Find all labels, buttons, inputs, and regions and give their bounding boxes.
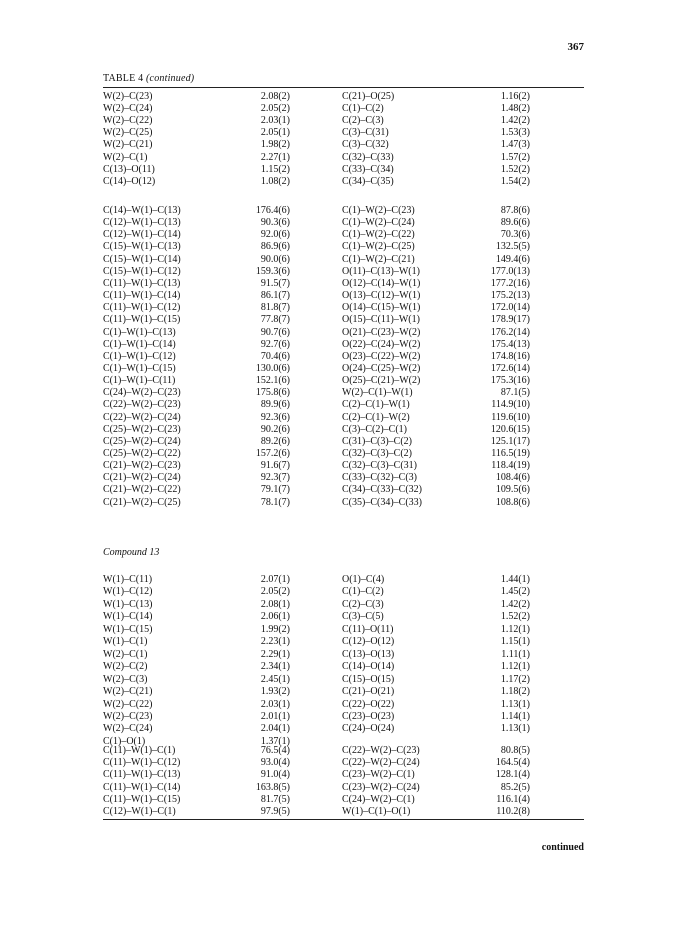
bond-value: 90.0(6) xyxy=(260,253,290,265)
bond-value: 89.9(6) xyxy=(260,399,290,411)
bond-value-right: 172.6(14) xyxy=(490,362,530,374)
bond-label-right: C(1)–W(2)–C(23) xyxy=(342,205,415,216)
bond-label: W(1)–C(12) xyxy=(103,586,153,598)
bond-label-right: C(35)–C(34)–C(33) xyxy=(342,496,422,508)
bond-label: C(12)–W(1)–C(13) xyxy=(103,217,181,229)
bond-value-right: 89.6(6) xyxy=(500,217,530,229)
bond-value-right: 1.11(1) xyxy=(501,648,530,660)
bond-value: 76.5(4) xyxy=(260,745,290,756)
table-row xyxy=(0,484,680,496)
bond-value-right: 1.44(1) xyxy=(500,574,530,585)
bond-label-right: C(2)–C(1)–W(1) xyxy=(342,399,410,411)
bond-value-right: 87.1(5) xyxy=(500,387,530,399)
table-row xyxy=(0,611,680,623)
bond-value-right: 1.18(2) xyxy=(500,686,530,698)
table-row xyxy=(0,176,680,188)
bond-value: 1.99(2) xyxy=(260,623,290,635)
bond-value: 2.01(1) xyxy=(260,710,290,722)
bond-label-right: O(24)–C(25)–W(2) xyxy=(342,362,421,374)
table-row xyxy=(0,314,680,326)
bond-value: 2.04(1) xyxy=(260,723,290,735)
table-row xyxy=(0,436,680,448)
bond-label-right: O(12)–C(14)–W(1) xyxy=(342,277,421,289)
bond-label-right: C(22)–W(2)–C(24) xyxy=(342,757,420,769)
bond-label: W(1)–C(1) xyxy=(103,636,148,648)
table-row xyxy=(0,794,680,806)
table-row xyxy=(0,448,680,460)
bond-label-right: C(22)–W(2)–C(23) xyxy=(342,745,420,756)
bond-label-right: C(2)–C(1)–W(2) xyxy=(342,411,410,423)
bond-label-right: C(32)–C(3)–C(31) xyxy=(342,460,417,472)
bond-value: 157.2(6) xyxy=(255,448,290,459)
table-row xyxy=(0,205,680,217)
bond-label-right: C(3)–C(5) xyxy=(342,611,384,623)
bond-label: W(2)–C(1) xyxy=(103,151,148,163)
table-row xyxy=(0,472,680,484)
bond-value: 91.5(7) xyxy=(260,277,290,289)
bond-label: C(14)–O(12) xyxy=(103,175,156,187)
bond-value: 2.06(1) xyxy=(260,611,290,623)
table-row xyxy=(0,649,680,661)
bond-value-right: 1.52(2) xyxy=(500,163,530,175)
bond-label-right: C(1)–W(2)–C(24) xyxy=(342,217,415,229)
bond-label: C(11)–W(1)–C(13) xyxy=(103,277,181,289)
bond-value-right: 1.48(2) xyxy=(500,103,530,115)
bond-value-right: 1.53(3) xyxy=(500,127,530,139)
bond-value: 2.27(1) xyxy=(260,151,290,163)
table-row xyxy=(0,723,680,735)
bond-label: W(2)–C(1) xyxy=(103,648,148,660)
bond-label-right: C(23)–O(23) xyxy=(342,710,395,722)
bond-value-right: 132.5(5) xyxy=(495,241,530,253)
table-caption xyxy=(103,73,194,84)
bond-label: C(1)–W(1)–C(14) xyxy=(103,338,176,350)
bond-label: W(1)–C(14) xyxy=(103,611,153,623)
bond-label: C(1)–W(1)–C(11) xyxy=(103,375,176,387)
bond-label: C(25)–W(2)–C(22) xyxy=(103,448,181,459)
bond-label-right: C(34)–C(35) xyxy=(342,175,394,187)
bond-value-right: 108.8(6) xyxy=(495,496,530,508)
bond-value-right: 114.9(10) xyxy=(491,399,530,411)
bond-value-right: 70.3(6) xyxy=(500,229,530,241)
bond-label-right: C(33)–C(34) xyxy=(342,163,394,175)
bond-label: C(11)–W(1)–C(15) xyxy=(103,314,181,326)
bond-value: 92.3(6) xyxy=(260,411,290,423)
bond-value: 90.3(6) xyxy=(260,217,290,229)
bond-value: 92.3(7) xyxy=(260,472,290,484)
bond-label-right: W(1)–C(1)–O(1) xyxy=(342,806,411,817)
bond-value-right: 164.5(4) xyxy=(495,757,530,769)
bond-label: C(12)–W(1)–C(1) xyxy=(103,806,176,817)
bond-label: C(25)–W(2)–C(24) xyxy=(103,435,181,447)
bond-label-right: C(3)–C(2)–C(1) xyxy=(342,423,407,435)
bond-value: 175.8(6) xyxy=(255,387,290,399)
bond-value: 92.0(6) xyxy=(260,229,290,241)
bond-value: 2.05(2) xyxy=(260,586,290,598)
bond-label-right: C(1)–C(2) xyxy=(342,586,384,598)
table-bottom-rule xyxy=(103,819,584,820)
bond-label: C(1)–W(1)–C(15) xyxy=(103,362,176,374)
table-row xyxy=(0,339,680,351)
bond-label: C(21)–W(2)–C(23) xyxy=(103,460,181,472)
bond-label-right: C(14)–O(14) xyxy=(342,661,395,673)
bond-label-right: C(23)–W(2)–C(1) xyxy=(342,769,415,781)
bond-value-right: 125.1(17) xyxy=(490,435,530,447)
bond-label-right: C(33)–C(32)–C(3) xyxy=(342,472,417,484)
bond-label-right: O(14)–C(15)–W(1) xyxy=(342,302,421,314)
bond-value: 2.03(1) xyxy=(260,698,290,710)
bond-label: C(15)–W(1)–C(14) xyxy=(103,253,181,265)
bond-label: C(11)–W(1)–C(13) xyxy=(103,769,181,781)
bond-value: 163.8(5) xyxy=(255,781,290,793)
bond-value-right: 85.2(5) xyxy=(500,781,530,793)
bond-label: C(14)–W(1)–C(13) xyxy=(103,205,181,216)
bond-value-right: 175.2(13) xyxy=(490,290,530,302)
bond-value-right: 1.45(2) xyxy=(500,586,530,598)
table-row xyxy=(0,290,680,302)
bond-label-right: C(3)–C(32) xyxy=(342,139,389,151)
bond-label: W(2)–C(22) xyxy=(103,698,153,710)
bond-label-right: C(13)–O(13) xyxy=(342,648,395,660)
bond-value: 90.2(6) xyxy=(260,423,290,435)
bond-value: 93.0(4) xyxy=(260,757,290,769)
bond-label-right: C(11)–O(11) xyxy=(342,623,394,635)
bond-label: C(11)–W(1)–C(15) xyxy=(103,793,181,805)
bond-value-right: 1.13(1) xyxy=(500,723,530,735)
bond-label-right: O(1)–C(4) xyxy=(342,574,385,585)
table-row xyxy=(0,351,680,363)
bond-label-right: C(2)–C(3) xyxy=(342,598,384,610)
bond-value: 152.1(6) xyxy=(255,375,290,387)
bond-label-right: C(32)–C(3)–C(2) xyxy=(342,448,412,459)
bond-label-right: C(23)–W(2)–C(24) xyxy=(342,781,420,793)
bond-value: 1.37(1) xyxy=(260,735,290,747)
table-row xyxy=(0,229,680,241)
bond-label-right: C(1)–W(2)–C(22) xyxy=(342,229,415,241)
bond-value: 86.1(7) xyxy=(260,290,290,302)
bond-value: 2.34(1) xyxy=(260,661,290,673)
bond-value: 2.08(1) xyxy=(260,598,290,610)
table-row xyxy=(0,586,680,598)
bond-value: 91.6(7) xyxy=(260,460,290,472)
bond-label: C(25)–W(2)–C(23) xyxy=(103,423,181,435)
bond-label: W(2)–C(24) xyxy=(103,103,153,115)
table-row xyxy=(0,266,680,278)
bond-label-right: C(1)–C(2) xyxy=(342,103,384,115)
bond-value: 2.07(1) xyxy=(260,574,290,585)
table-row xyxy=(0,806,680,818)
bond-label-right: C(24)–W(2)–C(1) xyxy=(342,793,415,805)
bond-value-right: 1.57(2) xyxy=(500,151,530,163)
table-row xyxy=(0,241,680,253)
bond-value-right: 118.4(19) xyxy=(491,460,530,472)
bond-label-right: C(32)–C(33) xyxy=(342,151,394,163)
bond-label: W(2)–C(23) xyxy=(103,710,153,722)
bond-label: W(2)–C(3) xyxy=(103,673,148,685)
bond-value-right: 1.14(1) xyxy=(500,710,530,722)
table-row xyxy=(0,278,680,290)
table-row xyxy=(0,127,680,139)
bond-value-right: 110.2(8) xyxy=(496,806,530,817)
bond-value-right: 1.47(3) xyxy=(500,139,530,151)
bond-value-right: 87.8(6) xyxy=(500,205,530,216)
bond-label-right: C(12)–O(12) xyxy=(342,636,395,648)
bond-label: W(2)–C(2) xyxy=(103,661,148,673)
bond-label-right: O(23)–C(22)–W(2) xyxy=(342,350,421,362)
bond-value-right: 176.2(14) xyxy=(490,326,530,338)
bond-value: 78.1(7) xyxy=(260,496,290,508)
table-row xyxy=(0,363,680,375)
table-row xyxy=(0,387,680,399)
bond-value: 2.03(1) xyxy=(260,115,290,127)
bond-value-right: 116.1(4) xyxy=(496,793,530,805)
bond-label-right: O(25)–C(21)–W(2) xyxy=(342,375,421,387)
bond-value: 1.98(2) xyxy=(260,139,290,151)
table-row xyxy=(0,399,680,411)
table-row xyxy=(0,152,680,164)
bond-value-right: 175.3(16) xyxy=(490,375,530,387)
table-row xyxy=(0,460,680,472)
table-row xyxy=(0,217,680,229)
table-row xyxy=(0,745,680,757)
bond-value: 81.7(5) xyxy=(260,793,290,805)
bond-value-right: 116.5(19) xyxy=(491,448,530,459)
section-label-compound: Compound 13 xyxy=(103,547,160,558)
table-row xyxy=(0,769,680,781)
bond-value: 92.7(6) xyxy=(260,338,290,350)
bond-value-right: 175.4(13) xyxy=(490,338,530,350)
table-caption-label: TABLE 4 xyxy=(103,73,144,84)
bond-value-right: 1.17(2) xyxy=(500,673,530,685)
bond-label-right: C(3)–C(31) xyxy=(342,127,389,139)
bond-value: 2.05(1) xyxy=(260,127,290,139)
bond-label: W(2)–C(21) xyxy=(103,686,153,698)
table-row xyxy=(0,497,680,509)
bond-value-right: 1.52(2) xyxy=(500,611,530,623)
table-row xyxy=(0,686,680,698)
bond-value: 2.05(2) xyxy=(260,103,290,115)
bond-label: C(15)–W(1)–C(13) xyxy=(103,241,181,253)
bond-label: C(21)–W(2)–C(24) xyxy=(103,472,181,484)
bond-value: 2.23(1) xyxy=(260,636,290,648)
bond-label-right: O(22)–C(24)–W(2) xyxy=(342,338,421,350)
bond-label-right: C(15)–O(15) xyxy=(342,673,395,685)
bond-label-right: C(1)–W(2)–C(21) xyxy=(342,253,415,265)
bond-label: C(12)–W(1)–C(14) xyxy=(103,229,181,241)
bond-value: 159.3(6) xyxy=(255,265,290,277)
bond-label-right: O(11)–C(13)–W(1) xyxy=(342,265,420,277)
bond-value: 90.7(6) xyxy=(260,326,290,338)
bond-label: C(24)–W(2)–C(23) xyxy=(103,387,181,399)
bond-value-right: 1.54(2) xyxy=(500,175,530,187)
bond-label: C(11)–W(1)–C(12) xyxy=(103,757,181,769)
page-number: 367 xyxy=(567,41,584,53)
bond-value: 97.9(5) xyxy=(260,806,290,817)
table-row xyxy=(0,424,680,436)
table-row xyxy=(0,757,680,769)
bond-value: 1.15(2) xyxy=(260,163,290,175)
bond-value: 2.45(1) xyxy=(260,673,290,685)
table-row xyxy=(0,302,680,314)
bond-label: W(1)–C(11) xyxy=(103,574,153,585)
bond-label: C(1)–O(1) xyxy=(103,735,146,747)
bond-label: W(2)–C(24) xyxy=(103,723,153,735)
bond-label: C(21)–W(2)–C(22) xyxy=(103,484,181,496)
bond-value-right: 109.5(6) xyxy=(495,484,530,496)
bond-value: 81.8(7) xyxy=(260,302,290,314)
bond-value-right: 120.6(15) xyxy=(490,423,530,435)
bond-label: W(1)–C(13) xyxy=(103,598,153,610)
table-row xyxy=(0,636,680,648)
bond-label: C(11)–W(1)–C(14) xyxy=(103,290,181,302)
table-row xyxy=(0,139,680,151)
continued-label: continued xyxy=(541,842,584,853)
bond-label: C(22)–W(2)–C(23) xyxy=(103,399,181,411)
table-row xyxy=(0,699,680,711)
bond-value-right: 177.0(13) xyxy=(490,265,530,277)
bond-value-right: 1.15(1) xyxy=(500,636,530,648)
bond-value-right: 174.8(16) xyxy=(490,350,530,362)
bond-value-right: 1.13(1) xyxy=(500,698,530,710)
bond-value-right: 80.8(5) xyxy=(500,745,530,756)
table-row xyxy=(0,91,680,103)
bond-label-right: O(13)–C(12)–W(1) xyxy=(342,290,421,302)
bond-label: C(11)–W(1)–C(14) xyxy=(103,781,181,793)
table-row xyxy=(0,103,680,115)
bond-value-right: 128.1(4) xyxy=(495,769,530,781)
bond-value: 70.4(6) xyxy=(260,350,290,362)
bond-value: 91.0(4) xyxy=(260,769,290,781)
bond-value-right: 1.16(2) xyxy=(500,91,530,102)
table-row xyxy=(0,782,680,794)
bond-label-right: C(21)–O(25) xyxy=(342,91,395,102)
bond-label: C(1)–W(1)–C(12) xyxy=(103,350,176,362)
bond-value-right: 1.12(1) xyxy=(500,661,530,673)
bond-value: 130.0(6) xyxy=(255,362,290,374)
bond-label-right: C(21)–O(21) xyxy=(342,686,395,698)
table-row xyxy=(0,674,680,686)
bond-label-right: O(15)–C(11)–W(1) xyxy=(342,314,420,326)
bond-label: C(11)–W(1)–C(12) xyxy=(103,302,181,314)
bond-label: C(13)–O(11) xyxy=(103,163,155,175)
table-top-rule xyxy=(103,87,584,88)
table-row xyxy=(0,624,680,636)
bond-label: C(11)–W(1)–C(1) xyxy=(103,745,176,756)
bond-value-right: 1.42(2) xyxy=(500,598,530,610)
bond-label: W(2)–C(23) xyxy=(103,91,153,102)
bond-label: W(2)–C(21) xyxy=(103,139,153,151)
bond-value: 89.2(6) xyxy=(260,435,290,447)
table-row xyxy=(0,164,680,176)
bond-label-right: O(21)–C(23)–W(2) xyxy=(342,326,421,338)
bond-value: 86.9(6) xyxy=(260,241,290,253)
bond-label-right: C(24)–O(24) xyxy=(342,723,395,735)
bond-value: 1.93(2) xyxy=(260,686,290,698)
bond-label: C(1)–W(1)–C(13) xyxy=(103,326,176,338)
bond-value: 176.4(6) xyxy=(255,205,290,216)
table-row xyxy=(0,711,680,723)
bond-value-right: 172.0(14) xyxy=(490,302,530,314)
bond-label: C(22)–W(2)–C(24) xyxy=(103,411,181,423)
bond-value: 2.29(1) xyxy=(260,648,290,660)
bond-label-right: C(34)–C(33)–C(32) xyxy=(342,484,422,496)
table-row xyxy=(0,254,680,266)
table-row xyxy=(0,327,680,339)
bond-label: W(2)–C(25) xyxy=(103,127,153,139)
table-row xyxy=(0,599,680,611)
bond-value-right: 178.9(17) xyxy=(490,314,530,326)
bond-label: W(1)–C(15) xyxy=(103,623,153,635)
bond-value-right: 119.6(10) xyxy=(491,411,530,423)
bond-label-right: C(22)–O(22) xyxy=(342,698,395,710)
table-row xyxy=(0,574,680,586)
table-row xyxy=(0,412,680,424)
bond-value: 79.1(7) xyxy=(260,484,290,496)
bond-value: 1.08(2) xyxy=(260,175,290,187)
table-row xyxy=(0,661,680,673)
bond-value-right: 108.4(6) xyxy=(495,472,530,484)
bond-value: 2.08(2) xyxy=(260,91,290,102)
bond-value-right: 149.4(6) xyxy=(495,253,530,265)
bond-value: 77.8(7) xyxy=(260,314,290,326)
table-row xyxy=(0,375,680,387)
bond-value-right: 1.42(2) xyxy=(500,115,530,127)
bond-label: W(2)–C(22) xyxy=(103,115,153,127)
bond-value-right: 177.2(16) xyxy=(490,277,530,289)
table-caption-continued: (continued) xyxy=(146,73,195,84)
table-row xyxy=(0,115,680,127)
bond-value-right: 1.12(1) xyxy=(500,623,530,635)
bond-label-right: W(2)–C(1)–W(1) xyxy=(342,387,413,399)
bond-label-right: C(2)–C(3) xyxy=(342,115,384,127)
bond-label: C(21)–W(2)–C(25) xyxy=(103,496,181,508)
bond-label-right: C(31)–C(3)–C(2) xyxy=(342,435,412,447)
bond-label-right: C(1)–W(2)–C(25) xyxy=(342,241,415,253)
bond-label: C(15)–W(1)–C(12) xyxy=(103,265,181,277)
